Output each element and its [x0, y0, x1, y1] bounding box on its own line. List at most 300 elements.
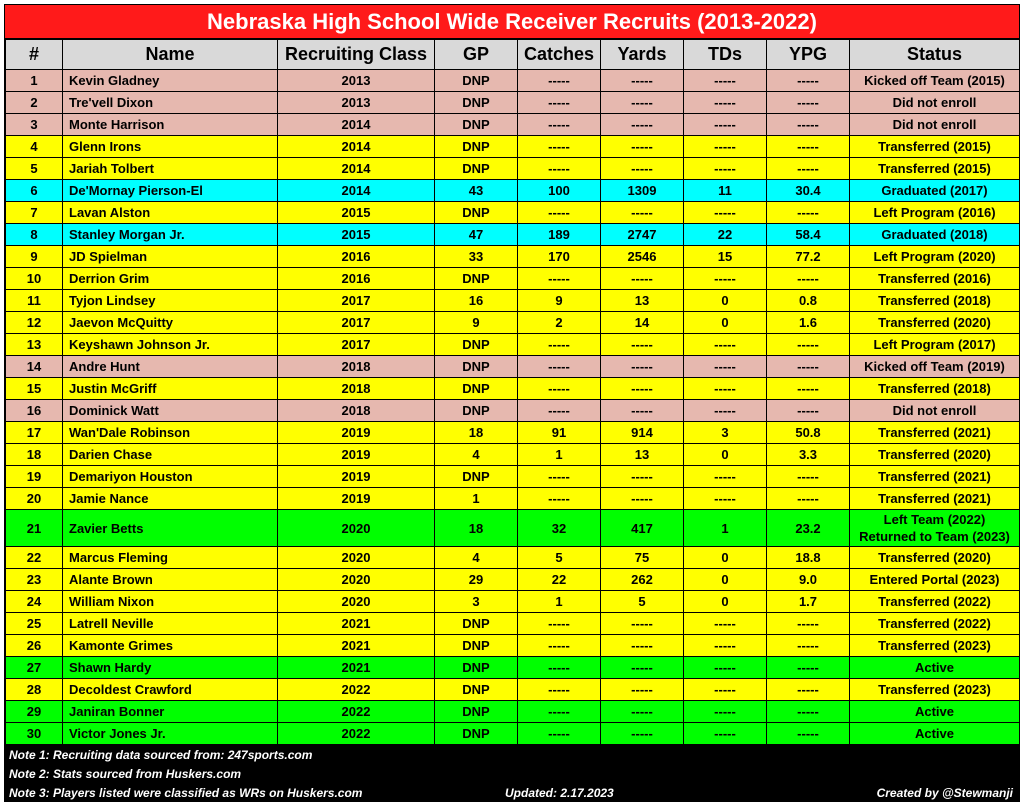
cell-catches: ----- — [518, 202, 601, 224]
cell-status: Graduated (2018) — [850, 224, 1020, 246]
cell-name: Demariyon Houston — [63, 466, 278, 488]
cell-yards: 417 — [601, 510, 684, 547]
cell-catches: ----- — [518, 334, 601, 356]
cell-ypg: ----- — [767, 356, 850, 378]
cell-class: 2020 — [278, 510, 435, 547]
cell-tds: ----- — [684, 635, 767, 657]
credit: Created by @Stewmanji — [876, 786, 1013, 800]
table-row — [6, 723, 1020, 745]
cell-ypg: 9.0 — [767, 569, 850, 591]
cell-yards: 13 — [601, 290, 684, 312]
cell-class: 2019 — [278, 466, 435, 488]
cell-yards: ----- — [601, 679, 684, 701]
cell-catches: 32 — [518, 510, 601, 547]
cell-gp: 3 — [435, 591, 518, 613]
cell-status: Transferred (2018) — [850, 290, 1020, 312]
cell-name: Andre Hunt — [63, 356, 278, 378]
cell-catches: 189 — [518, 224, 601, 246]
table-row — [6, 422, 1020, 444]
cell-gp: 18 — [435, 510, 518, 547]
cell-gp: DNP — [435, 334, 518, 356]
cell-class: 2015 — [278, 224, 435, 246]
cell-num: 4 — [6, 136, 63, 158]
cell-name: JD Spielman — [63, 246, 278, 268]
cell-catches: ----- — [518, 657, 601, 679]
col-header-class: Recruiting Class — [278, 40, 435, 70]
cell-num: 22 — [6, 547, 63, 569]
cell-name: Kamonte Grimes — [63, 635, 278, 657]
cell-num: 7 — [6, 202, 63, 224]
cell-class: 2022 — [278, 679, 435, 701]
cell-name: Alante Brown — [63, 569, 278, 591]
cell-catches: ----- — [518, 378, 601, 400]
table-row — [6, 136, 1020, 158]
table-row — [6, 202, 1020, 224]
cell-gp: DNP — [435, 70, 518, 92]
cell-name: Jariah Tolbert — [63, 158, 278, 180]
cell-status: Transferred (2023) — [850, 635, 1020, 657]
cell-ypg: 58.4 — [767, 224, 850, 246]
cell-status: Active — [850, 723, 1020, 745]
cell-catches: ----- — [518, 158, 601, 180]
cell-tds: ----- — [684, 92, 767, 114]
cell-ypg: 1.6 — [767, 312, 850, 334]
cell-class: 2018 — [278, 400, 435, 422]
cell-yards: 14 — [601, 312, 684, 334]
cell-gp: DNP — [435, 356, 518, 378]
cell-name: Decoldest Crawford — [63, 679, 278, 701]
cell-catches: ----- — [518, 679, 601, 701]
cell-num: 29 — [6, 701, 63, 723]
cell-name: Glenn Irons — [63, 136, 278, 158]
table-row — [6, 356, 1020, 378]
cell-name: Wan'Dale Robinson — [63, 422, 278, 444]
cell-yards: 2747 — [601, 224, 684, 246]
cell-catches: ----- — [518, 70, 601, 92]
cell-catches: ----- — [518, 613, 601, 635]
col-header-tds: TDs — [684, 40, 767, 70]
col-header-status: Status — [850, 40, 1020, 70]
cell-class: 2019 — [278, 444, 435, 466]
cell-yards: ----- — [601, 613, 684, 635]
cell-ypg: ----- — [767, 268, 850, 290]
cell-class: 2014 — [278, 136, 435, 158]
cell-yards: ----- — [601, 657, 684, 679]
cell-ypg: ----- — [767, 400, 850, 422]
cell-ypg: 18.8 — [767, 547, 850, 569]
cell-num: 1 — [6, 70, 63, 92]
cell-tds: 0 — [684, 591, 767, 613]
table-row — [6, 378, 1020, 400]
cell-yards: ----- — [601, 378, 684, 400]
cell-catches: ----- — [518, 466, 601, 488]
cell-catches: 1 — [518, 591, 601, 613]
infographic — [4, 4, 1020, 802]
cell-catches: ----- — [518, 114, 601, 136]
table-row — [6, 444, 1020, 466]
cell-catches: 1 — [518, 444, 601, 466]
cell-class: 2021 — [278, 613, 435, 635]
cell-class: 2019 — [278, 488, 435, 510]
cell-class: 2014 — [278, 158, 435, 180]
cell-tds: ----- — [684, 334, 767, 356]
cell-ypg: ----- — [767, 202, 850, 224]
cell-num: 20 — [6, 488, 63, 510]
cell-ypg: ----- — [767, 136, 850, 158]
cell-class: 2015 — [278, 202, 435, 224]
table-row — [6, 679, 1020, 701]
cell-gp: 4 — [435, 547, 518, 569]
cell-class: 2016 — [278, 246, 435, 268]
cell-status: Transferred (2016) — [850, 268, 1020, 290]
cell-yards: ----- — [601, 136, 684, 158]
cell-catches: 91 — [518, 422, 601, 444]
cell-name: Monte Harrison — [63, 114, 278, 136]
cell-class: 2017 — [278, 290, 435, 312]
cell-num: 2 — [6, 92, 63, 114]
cell-status: Did not enroll — [850, 92, 1020, 114]
cell-catches: ----- — [518, 723, 601, 745]
cell-gp: 47 — [435, 224, 518, 246]
cell-yards: ----- — [601, 268, 684, 290]
col-header-gp: GP — [435, 40, 518, 70]
cell-status: Kicked off Team (2019) — [850, 356, 1020, 378]
cell-tds: 15 — [684, 246, 767, 268]
cell-catches: 22 — [518, 569, 601, 591]
table-row — [6, 657, 1020, 679]
cell-tds: 11 — [684, 180, 767, 202]
cell-status: Kicked off Team (2015) — [850, 70, 1020, 92]
cell-num: 30 — [6, 723, 63, 745]
cell-tds: 0 — [684, 290, 767, 312]
cell-tds: ----- — [684, 466, 767, 488]
cell-gp: DNP — [435, 158, 518, 180]
cell-tds: ----- — [684, 400, 767, 422]
cell-ypg: ----- — [767, 701, 850, 723]
cell-class: 2018 — [278, 378, 435, 400]
cell-yards: ----- — [601, 356, 684, 378]
cell-ypg: 30.4 — [767, 180, 850, 202]
cell-status: Did not enroll — [850, 114, 1020, 136]
cell-tds: ----- — [684, 657, 767, 679]
cell-ypg: 0.8 — [767, 290, 850, 312]
cell-num: 28 — [6, 679, 63, 701]
cell-ypg: ----- — [767, 158, 850, 180]
cell-name: Victor Jones Jr. — [63, 723, 278, 745]
cell-catches: 2 — [518, 312, 601, 334]
table-row — [6, 334, 1020, 356]
cell-yards: 13 — [601, 444, 684, 466]
cell-num: 19 — [6, 466, 63, 488]
cell-class: 2014 — [278, 114, 435, 136]
cell-num: 21 — [6, 510, 63, 547]
cell-gp: DNP — [435, 635, 518, 657]
cell-name: Derrion Grim — [63, 268, 278, 290]
cell-tds: 3 — [684, 422, 767, 444]
cell-yards: 75 — [601, 547, 684, 569]
cell-num: 9 — [6, 246, 63, 268]
cell-catches: ----- — [518, 635, 601, 657]
cell-ypg: 3.3 — [767, 444, 850, 466]
cell-name: William Nixon — [63, 591, 278, 613]
cell-num: 13 — [6, 334, 63, 356]
table-row — [6, 114, 1020, 136]
cell-ypg: ----- — [767, 378, 850, 400]
cell-catches: 5 — [518, 547, 601, 569]
cell-class: 2013 — [278, 92, 435, 114]
cell-yards: ----- — [601, 400, 684, 422]
cell-name: Keyshawn Johnson Jr. — [63, 334, 278, 356]
cell-ypg: ----- — [767, 70, 850, 92]
cell-status: Transferred (2022) — [850, 591, 1020, 613]
table-row — [6, 268, 1020, 290]
note-2: Note 2: Stats sourced from Huskers.com — [9, 767, 242, 781]
cell-num: 5 — [6, 158, 63, 180]
cell-gp: 9 — [435, 312, 518, 334]
cell-status: Transferred (2022) — [850, 613, 1020, 635]
cell-catches: ----- — [518, 400, 601, 422]
cell-name: Stanley Morgan Jr. — [63, 224, 278, 246]
cell-class: 2020 — [278, 591, 435, 613]
cell-num: 6 — [6, 180, 63, 202]
cell-class: 2016 — [278, 268, 435, 290]
table-row — [6, 290, 1020, 312]
cell-gp: DNP — [435, 613, 518, 635]
recruits-table — [5, 39, 1020, 745]
cell-ypg: ----- — [767, 723, 850, 745]
cell-gp: DNP — [435, 657, 518, 679]
cell-num: 15 — [6, 378, 63, 400]
cell-ypg: ----- — [767, 92, 850, 114]
table-row — [6, 547, 1020, 569]
cell-gp: 16 — [435, 290, 518, 312]
cell-num: 24 — [6, 591, 63, 613]
cell-name: Tre'vell Dixon — [63, 92, 278, 114]
cell-ypg: 77.2 — [767, 246, 850, 268]
table-row — [6, 488, 1020, 510]
table-row — [6, 224, 1020, 246]
cell-ypg: ----- — [767, 613, 850, 635]
table-row — [6, 312, 1020, 334]
table-row — [6, 569, 1020, 591]
cell-catches: ----- — [518, 268, 601, 290]
cell-yards: ----- — [601, 158, 684, 180]
cell-name: Jaevon McQuitty — [63, 312, 278, 334]
cell-status: Transferred (2020) — [850, 444, 1020, 466]
cell-class: 2019 — [278, 422, 435, 444]
cell-name: Dominick Watt — [63, 400, 278, 422]
cell-gp: DNP — [435, 723, 518, 745]
cell-tds: ----- — [684, 723, 767, 745]
cell-tds: ----- — [684, 488, 767, 510]
cell-gp: DNP — [435, 92, 518, 114]
cell-num: 14 — [6, 356, 63, 378]
cell-num: 11 — [6, 290, 63, 312]
cell-name: Tyjon Lindsey — [63, 290, 278, 312]
cell-name: De'Mornay Pierson-El — [63, 180, 278, 202]
cell-status: Left Program (2017) — [850, 334, 1020, 356]
cell-class: 2017 — [278, 334, 435, 356]
status-line-2: Returned to Team (2023) — [859, 529, 1010, 544]
cell-status: Active — [850, 657, 1020, 679]
table-row — [6, 92, 1020, 114]
cell-class: 2022 — [278, 723, 435, 745]
cell-yards: ----- — [601, 723, 684, 745]
cell-name: Lavan Alston — [63, 202, 278, 224]
cell-num: 3 — [6, 114, 63, 136]
col-header-catches: Catches — [518, 40, 601, 70]
cell-yards: ----- — [601, 70, 684, 92]
cell-yards: ----- — [601, 701, 684, 723]
cell-yards: 1309 — [601, 180, 684, 202]
cell-gp: DNP — [435, 136, 518, 158]
cell-catches: ----- — [518, 356, 601, 378]
cell-yards: 5 — [601, 591, 684, 613]
cell-class: 2013 — [278, 70, 435, 92]
footer-notes — [5, 745, 1019, 802]
cell-catches: 9 — [518, 290, 601, 312]
note-1: Note 1: Recruiting data sourced from: 247sports.com — [9, 748, 313, 762]
cell-gp: DNP — [435, 400, 518, 422]
cell-class: 2021 — [278, 657, 435, 679]
cell-name: Kevin Gladney — [63, 70, 278, 92]
cell-num: 25 — [6, 613, 63, 635]
cell-status: Transferred (2015) — [850, 136, 1020, 158]
cell-tds: ----- — [684, 202, 767, 224]
cell-num: 23 — [6, 569, 63, 591]
cell-status: Transferred (2015) — [850, 158, 1020, 180]
cell-class: 2022 — [278, 701, 435, 723]
cell-class: 2018 — [278, 356, 435, 378]
cell-catches: ----- — [518, 488, 601, 510]
cell-name: Darien Chase — [63, 444, 278, 466]
cell-gp: DNP — [435, 679, 518, 701]
cell-name: Zavier Betts — [63, 510, 278, 547]
cell-name: Janiran Bonner — [63, 701, 278, 723]
col-header-name: Name — [63, 40, 278, 70]
cell-tds: ----- — [684, 136, 767, 158]
cell-yards: ----- — [601, 114, 684, 136]
table-row — [6, 510, 1020, 547]
cell-ypg: ----- — [767, 488, 850, 510]
cell-num: 16 — [6, 400, 63, 422]
table-row — [6, 158, 1020, 180]
cell-tds: 0 — [684, 547, 767, 569]
col-header-num: # — [6, 40, 63, 70]
cell-gp: 29 — [435, 569, 518, 591]
table-row — [6, 246, 1020, 268]
cell-yards: ----- — [601, 92, 684, 114]
cell-ypg: ----- — [767, 635, 850, 657]
cell-tds: ----- — [684, 701, 767, 723]
cell-status: Transferred (2020) — [850, 547, 1020, 569]
cell-yards: ----- — [601, 635, 684, 657]
cell-name: Shawn Hardy — [63, 657, 278, 679]
cell-status: Left Program (2020) — [850, 246, 1020, 268]
cell-gp: 43 — [435, 180, 518, 202]
cell-status: Transferred (2018) — [850, 378, 1020, 400]
cell-tds: ----- — [684, 679, 767, 701]
note-3: Note 3: Players listed were classified as WRs on Huskers.com — [9, 786, 363, 800]
cell-catches: ----- — [518, 701, 601, 723]
cell-num: 8 — [6, 224, 63, 246]
cell-class: 2021 — [278, 635, 435, 657]
cell-status: Transferred (2021) — [850, 422, 1020, 444]
cell-catches: ----- — [518, 136, 601, 158]
cell-tds: 0 — [684, 312, 767, 334]
cell-name: Jamie Nance — [63, 488, 278, 510]
table-row — [6, 70, 1020, 92]
cell-status: Transferred (2021) — [850, 466, 1020, 488]
cell-tds: 1 — [684, 510, 767, 547]
cell-catches: ----- — [518, 92, 601, 114]
table-row — [6, 591, 1020, 613]
table-row — [6, 466, 1020, 488]
cell-name: Justin McGriff — [63, 378, 278, 400]
col-header-yards: Yards — [601, 40, 684, 70]
cell-yards: 914 — [601, 422, 684, 444]
header-row — [6, 40, 1020, 70]
cell-gp: 33 — [435, 246, 518, 268]
cell-gp: 1 — [435, 488, 518, 510]
table-row — [6, 635, 1020, 657]
cell-catches: 100 — [518, 180, 601, 202]
cell-class: 2014 — [278, 180, 435, 202]
cell-num: 26 — [6, 635, 63, 657]
cell-tds: 0 — [684, 444, 767, 466]
cell-ypg: ----- — [767, 657, 850, 679]
cell-status: Did not enroll — [850, 400, 1020, 422]
cell-status: Transferred (2023) — [850, 679, 1020, 701]
cell-name: Marcus Fleming — [63, 547, 278, 569]
cell-tds: 0 — [684, 569, 767, 591]
col-header-ypg: YPG — [767, 40, 850, 70]
cell-num: 18 — [6, 444, 63, 466]
cell-yards: ----- — [601, 202, 684, 224]
cell-tds: ----- — [684, 356, 767, 378]
cell-ypg: ----- — [767, 334, 850, 356]
cell-ypg: 23.2 — [767, 510, 850, 547]
cell-num: 10 — [6, 268, 63, 290]
cell-catches: 170 — [518, 246, 601, 268]
cell-tds: 22 — [684, 224, 767, 246]
table-row — [6, 613, 1020, 635]
cell-name: Latrell Neville — [63, 613, 278, 635]
cell-gp: DNP — [435, 268, 518, 290]
cell-ypg: ----- — [767, 114, 850, 136]
cell-class: 2020 — [278, 569, 435, 591]
cell-gp: DNP — [435, 466, 518, 488]
cell-gp: DNP — [435, 114, 518, 136]
cell-ypg: ----- — [767, 466, 850, 488]
cell-num: 17 — [6, 422, 63, 444]
status-line-1: Left Team (2022) — [883, 512, 986, 527]
cell-yards: ----- — [601, 334, 684, 356]
cell-tds: ----- — [684, 613, 767, 635]
cell-ypg: 1.7 — [767, 591, 850, 613]
cell-status: Active — [850, 701, 1020, 723]
cell-tds: ----- — [684, 158, 767, 180]
cell-num: 12 — [6, 312, 63, 334]
page-title: Nebraska High School Wide Receiver Recruits (2013-2022) — [5, 5, 1019, 38]
cell-status: Entered Portal (2023) — [850, 569, 1020, 591]
cell-num: 27 — [6, 657, 63, 679]
cell-status — [850, 510, 1020, 547]
cell-ypg: 50.8 — [767, 422, 850, 444]
cell-status: Left Program (2016) — [850, 202, 1020, 224]
cell-tds: ----- — [684, 114, 767, 136]
cell-class: 2020 — [278, 547, 435, 569]
